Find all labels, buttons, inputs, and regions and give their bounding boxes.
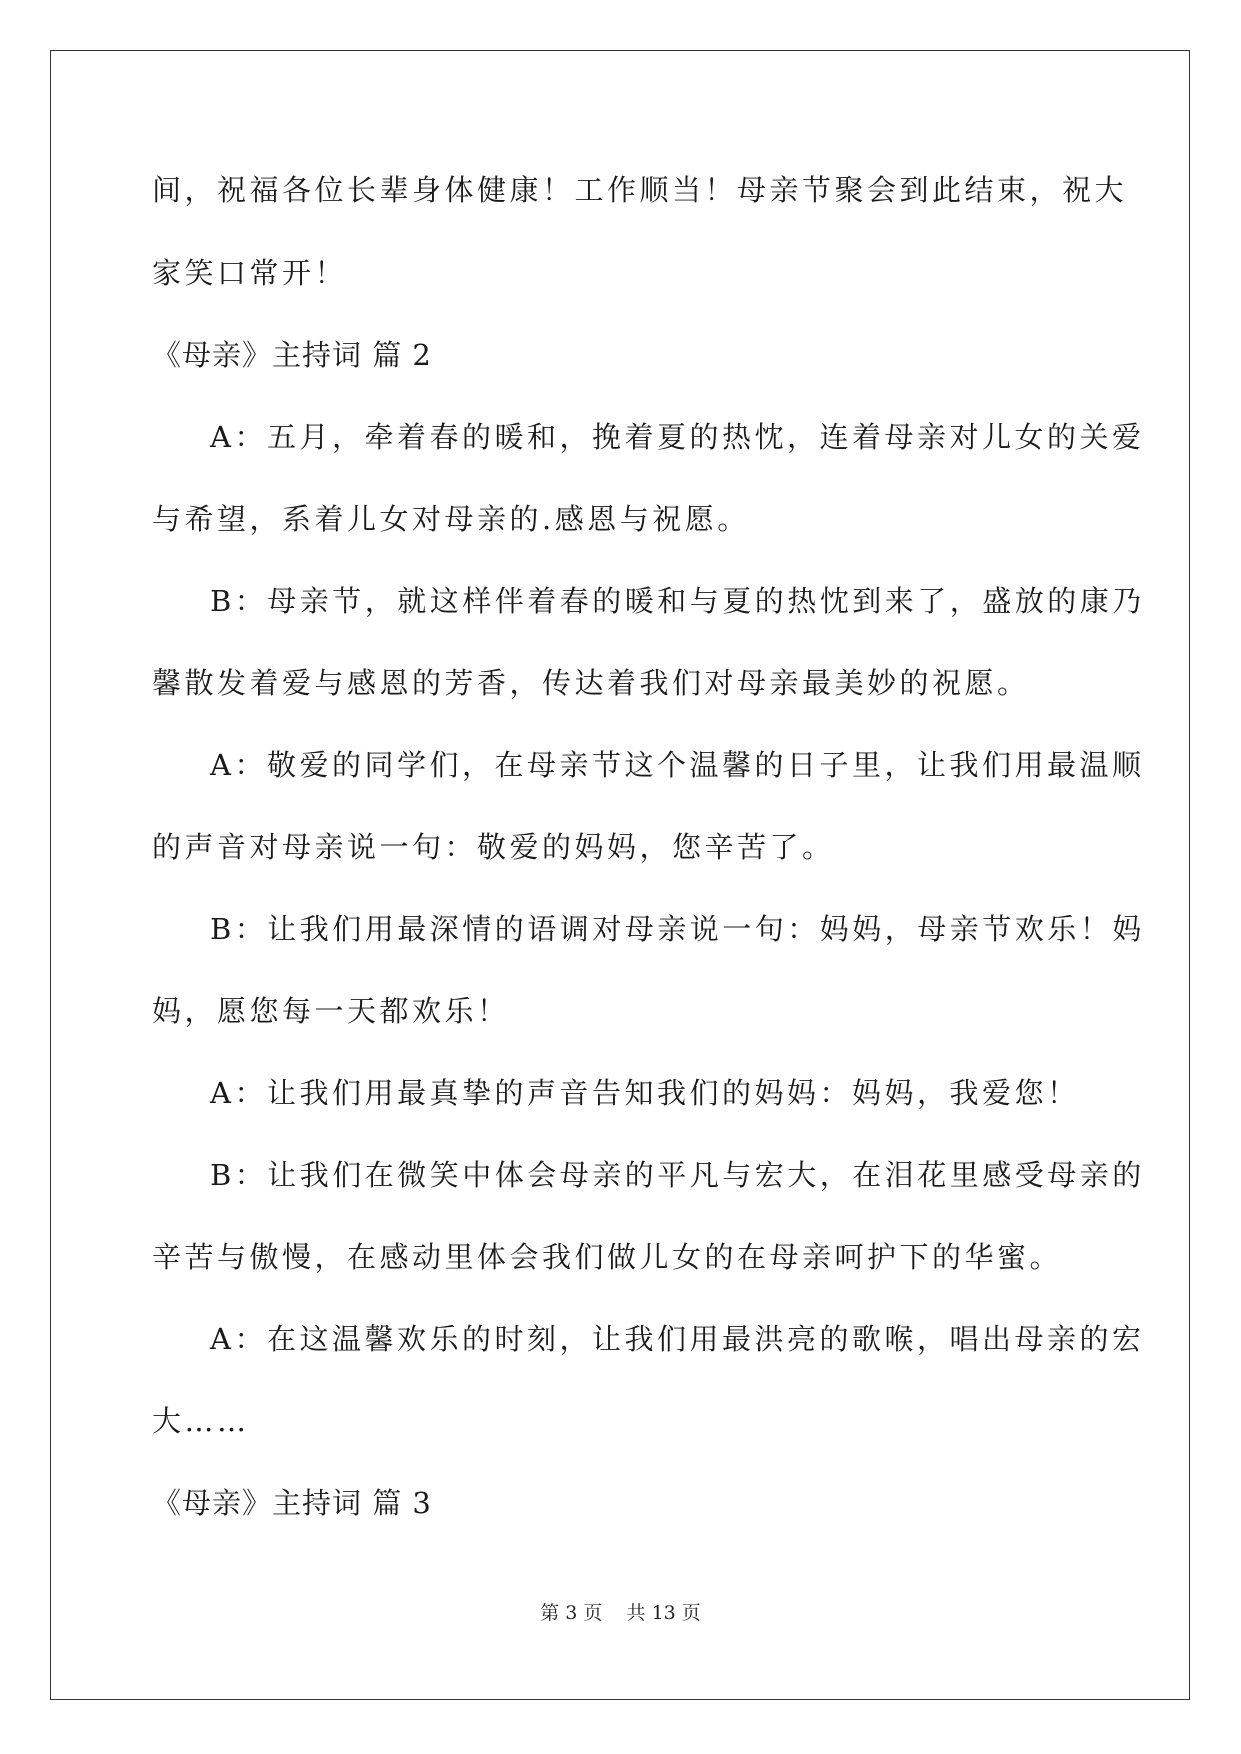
paragraph-line: A：五月，牵着春的暖和，挽着夏的热忱，连着母亲对儿女的关爱 [210,420,1145,454]
paragraph-line: 间，祝福各位长辈身体健康！工作顺当！母亲节聚会到此结束，祝大 [152,173,1128,207]
paragraph-line: 大…… [152,1404,250,1438]
page-number: 第 3 页 [540,1602,603,1624]
paragraph-line: A：敬爱的同学们，在母亲节这个温馨的日子里，让我们用最温顺 [210,748,1145,782]
paragraph-line: 妈，愿您每一天都欢乐！ [152,994,510,1028]
paragraph-line: B：让我们在微笑中体会母亲的平凡与宏大，在泪花里感受母亲的 [210,1158,1145,1192]
paragraph-line: 馨散发着爱与感恩的芳香，传达着我们对母亲最美妙的祝愿。 [152,666,1030,700]
paragraph-line: A：在这温馨欢乐的时刻，让我们用最洪亮的歌喉，唱出母亲的宏 [210,1322,1145,1356]
paragraph-line: 家笑口常开！ [152,256,348,290]
total-pages: 共 13 页 [626,1602,701,1624]
paragraph-line: A：让我们用最真挚的声音告知我们的妈妈：妈妈，我爱您！ [210,1076,1080,1110]
section-heading-2: 《母亲》主持词 篇 2 [152,338,432,372]
paragraph-line: 辛苦与傲慢，在感动里体会我们做儿女的在母亲呵护下的华蜜。 [152,1240,1063,1274]
section-heading-3: 《母亲》主持词 篇 3 [152,1486,432,1520]
paragraph-line: B：让我们用最深情的语调对母亲说一句：妈妈，母亲节欢乐！妈 [210,912,1145,946]
paragraph-line: 的声音对母亲说一句：敬爱的妈妈，您辛苦了。 [152,830,835,864]
page-border [50,50,1190,1700]
paragraph-line: 与希望，系着儿女对母亲的.感恩与祝愿。 [152,502,750,536]
paragraph-line: B：母亲节，就这样伴着春的暖和与夏的热忱到来了，盛放的康乃 [210,584,1145,618]
page-footer [0,1598,1241,1625]
